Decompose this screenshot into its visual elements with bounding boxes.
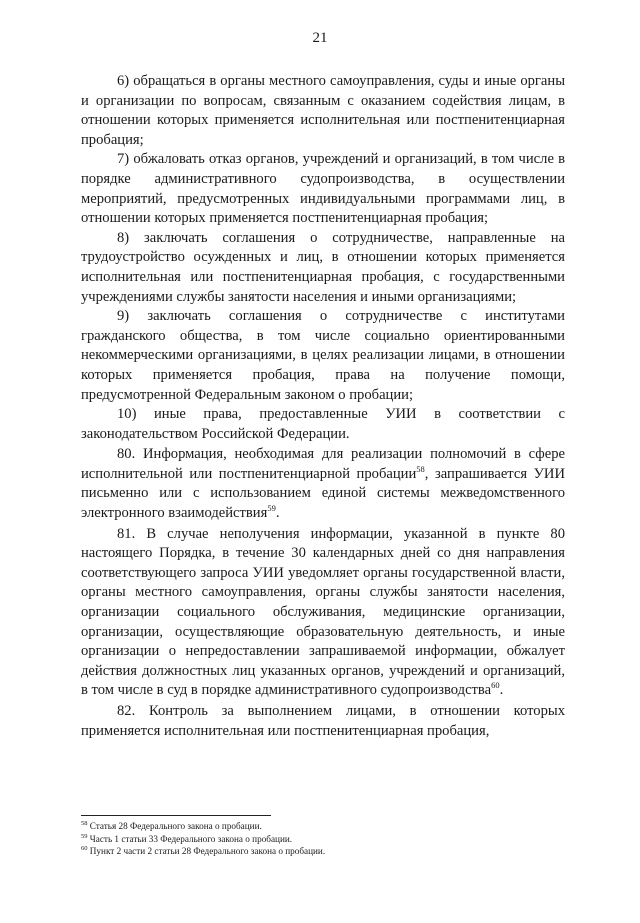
footnote-60	[81, 845, 565, 858]
footnote-number: 58	[81, 819, 88, 827]
footnote-text: Статья 28 Федерального закона о пробации.	[87, 821, 262, 831]
clause-81-text-b: .	[499, 682, 504, 699]
list-item-9: 9) заключать соглашения о сотрудничестве с институтами гражданского общества, в том числе социально ориентированными некоммерческими организациями, в целях реализации лицами, в отношении которых применяется пробация, права на получение помощи, предусмотренной Федеральным законом о пробации;	[81, 308, 565, 403]
list-item-6: 6) обращаться в органы местного самоуправления, суды и иные органы и организации по вопросам, связанным с оказанием содействия лицам, в отношении которых применяется исполнительная или постпенитенциарная пробация;	[81, 73, 565, 148]
footnote-number: 60	[81, 844, 88, 852]
clause-80	[81, 445, 565, 523]
list-item-8: 8) заключать соглашения о сотрудничестве, направленные на трудоустройство осужденных и лиц, в отношении которых применяется исполнительная или постпенитенциарная пробация, с государственными учреждениями службы занятости населения и иными организациями;	[81, 229, 565, 305]
footnote-ref-58: 58	[416, 464, 425, 475]
clause-82: 82. Контроль за выполнением лицами, в отношении которых применяется исполнительная или постпенитенциарная пробация,	[81, 703, 565, 739]
footnote-text: Пункт 2 части 2 статьи 28 Федерального закона о пробации.	[87, 846, 326, 856]
footnote-number: 59	[81, 832, 88, 840]
page-number: 21	[312, 30, 328, 46]
clause-81-text-a: 81. В случае неполучения информации, указанной в пункте 80 настоящего Порядка, в течение 30 календарных дней со дня направления соответствующего запроса УИИ уведомляет органы государственной власти, органы местного самоуправления, органы службы занятости населения, организации социального обслуживания, медицинские организации, организации, осуществляющие образовательную деятельность, и иные организации о непредоставлении запрашиваемой информации, обжалует действия должностных лиц указанных органов, учреждений и организаций, в том числе в суд в порядке административного судопроизводства	[81, 525, 565, 699]
clause-81	[81, 525, 565, 701]
footnotes	[81, 820, 565, 858]
footnote-58	[81, 820, 565, 833]
clause-80-text-a: 80. Информация, необходимая для реализации полномочий в сфере исполнительной или постпенитенциарной пробации	[81, 446, 565, 482]
footnote-ref-59: 59	[267, 503, 276, 514]
footnote-59	[81, 833, 565, 846]
clause-80-text-b: , запрашивается УИИ письменно или с использованием единой системы межведомственного электронного взаимодействия	[81, 465, 565, 522]
footnote-text: Часть 1 статьи 33 Федерального закона о пробации.	[87, 833, 293, 844]
list-item-10: 10) иные права, предоставленные УИИ в соответствии с законодательством Российской Федерации.	[81, 406, 565, 442]
footnote-ref-60: 60	[491, 680, 500, 691]
list-item-7: 7) обжаловать отказ органов, учреждений и организаций, в том числе в порядке административного судопроизводства, в осуществлении мероприятий, предусмотренных индивидуальными программами лиц, в отношении которых применяется постпенитенциарная пробация;	[81, 151, 565, 227]
document-body	[81, 72, 565, 741]
footnote-separator	[81, 815, 271, 816]
clause-80-text-c: .	[275, 505, 280, 522]
